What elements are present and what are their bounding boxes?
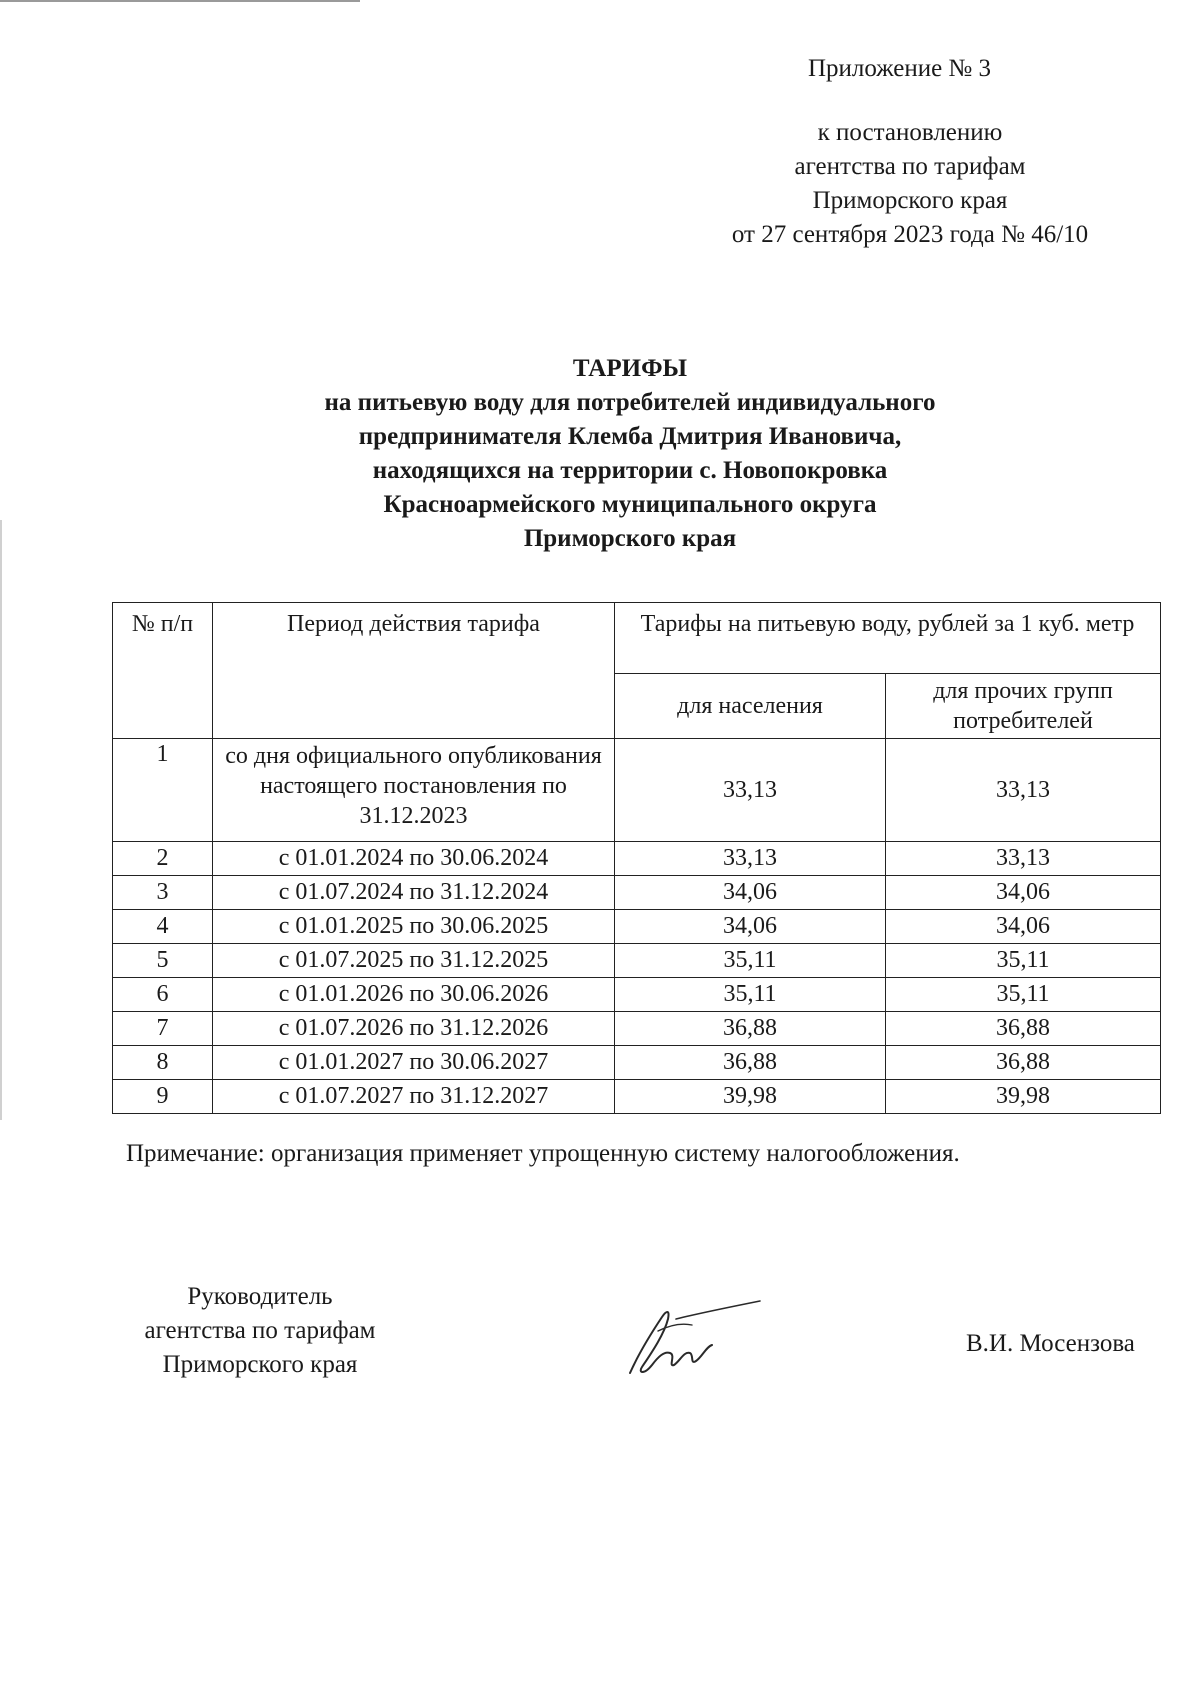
header-tariff-group: Тарифы на питьевую воду, рублей за 1 куб. метр — [615, 603, 1161, 674]
row-other-tariff: 39,98 — [886, 1080, 1161, 1114]
appendix-ref-line: от 27 сентября 2023 года № 46/10 — [731, 221, 1089, 248]
row-period: с 01.01.2026 по 30.06.2026 — [213, 978, 615, 1012]
row-other-tariff: 36,88 — [886, 1012, 1161, 1046]
row-population-tariff: 35,11 — [615, 944, 886, 978]
row-period: со дня официального опубликования настоящего постановления по 31.12.2023 — [213, 739, 615, 842]
row-number: 2 — [113, 842, 213, 876]
signer-title-line: Руководитель — [187, 1283, 333, 1310]
row-other-tariff: 35,11 — [886, 944, 1161, 978]
row-period: с 01.07.2025 по 31.12.2025 — [213, 944, 615, 978]
header-number: № п/п — [113, 603, 213, 739]
signer-title-line: агентства по тарифам — [144, 1317, 376, 1344]
table-row — [113, 1012, 1161, 1046]
signer-title-line: Приморского края — [162, 1351, 358, 1378]
row-population-tariff: 33,13 — [615, 842, 886, 876]
row-period: с 01.01.2025 по 30.06.2025 — [213, 910, 615, 944]
table-row — [113, 978, 1161, 1012]
header-other-consumers: для прочих групп потребителей — [886, 674, 1161, 739]
appendix-number: Приложение № 3 — [808, 55, 992, 82]
row-number: 6 — [113, 978, 213, 1012]
appendix-reference — [700, 116, 1120, 252]
row-period: с 01.01.2024 по 30.06.2024 — [213, 842, 615, 876]
row-other-tariff: 36,88 — [886, 1046, 1161, 1080]
table-row — [113, 842, 1161, 876]
title-line: на питьевую воду для потребителей индивидуального — [324, 389, 936, 416]
row-period: с 01.07.2024 по 31.12.2024 — [213, 876, 615, 910]
row-other-tariff: 33,13 — [886, 842, 1161, 876]
row-period: с 01.07.2027 по 31.12.2027 — [213, 1080, 615, 1114]
row-period: с 01.01.2027 по 30.06.2027 — [213, 1046, 615, 1080]
title-heading: ТАРИФЫ — [572, 355, 688, 382]
table-row — [113, 1046, 1161, 1080]
row-population-tariff: 36,88 — [615, 1046, 886, 1080]
table-row — [113, 1080, 1161, 1114]
row-population-tariff: 34,06 — [615, 876, 886, 910]
tariff-table — [112, 602, 1161, 1114]
signer-title — [120, 1280, 400, 1382]
table-row — [113, 739, 1161, 842]
scan-edge-shadow — [0, 520, 2, 1120]
row-other-tariff: 34,06 — [886, 910, 1161, 944]
handwritten-signature — [620, 1295, 790, 1385]
table-row — [113, 910, 1161, 944]
row-number: 9 — [113, 1080, 213, 1114]
row-number: 4 — [113, 910, 213, 944]
row-number: 5 — [113, 944, 213, 978]
row-number: 1 — [113, 739, 213, 842]
title-line: находящихся на территории с. Новопокровка — [372, 457, 888, 484]
title-line: предпринимателя Клемба Дмитрия Ивановича, — [358, 423, 902, 450]
row-population-tariff: 36,88 — [615, 1012, 886, 1046]
row-other-tariff: 35,11 — [886, 978, 1161, 1012]
header-population: для населения — [615, 674, 886, 739]
row-number: 3 — [113, 876, 213, 910]
row-period: с 01.07.2026 по 31.12.2026 — [213, 1012, 615, 1046]
row-number: 7 — [113, 1012, 213, 1046]
row-population-tariff: 35,11 — [615, 978, 886, 1012]
row-population-tariff: 39,98 — [615, 1080, 886, 1114]
appendix-ref-line: агентства по тарифам — [794, 153, 1026, 180]
header-period: Период действия тарифа — [213, 603, 615, 739]
scan-edge-line — [0, 0, 360, 2]
table-row — [113, 944, 1161, 978]
appendix-ref-line: Приморского края — [812, 187, 1008, 214]
tax-note: Примечание: организация применяет упрощенную систему налогообложения. — [126, 1140, 960, 1167]
row-population-tariff: 34,06 — [615, 910, 886, 944]
document-title — [230, 352, 1030, 556]
title-line: Приморского края — [523, 525, 737, 552]
row-other-tariff: 33,13 — [886, 739, 1161, 842]
table-row — [113, 876, 1161, 910]
signer-name: В.И. Мосензова — [966, 1330, 1135, 1357]
row-number: 8 — [113, 1046, 213, 1080]
appendix-ref-line: к постановлению — [817, 119, 1003, 146]
title-line: Красноармейского муниципального округа — [383, 491, 877, 518]
row-other-tariff: 34,06 — [886, 876, 1161, 910]
row-population-tariff: 33,13 — [615, 739, 886, 842]
